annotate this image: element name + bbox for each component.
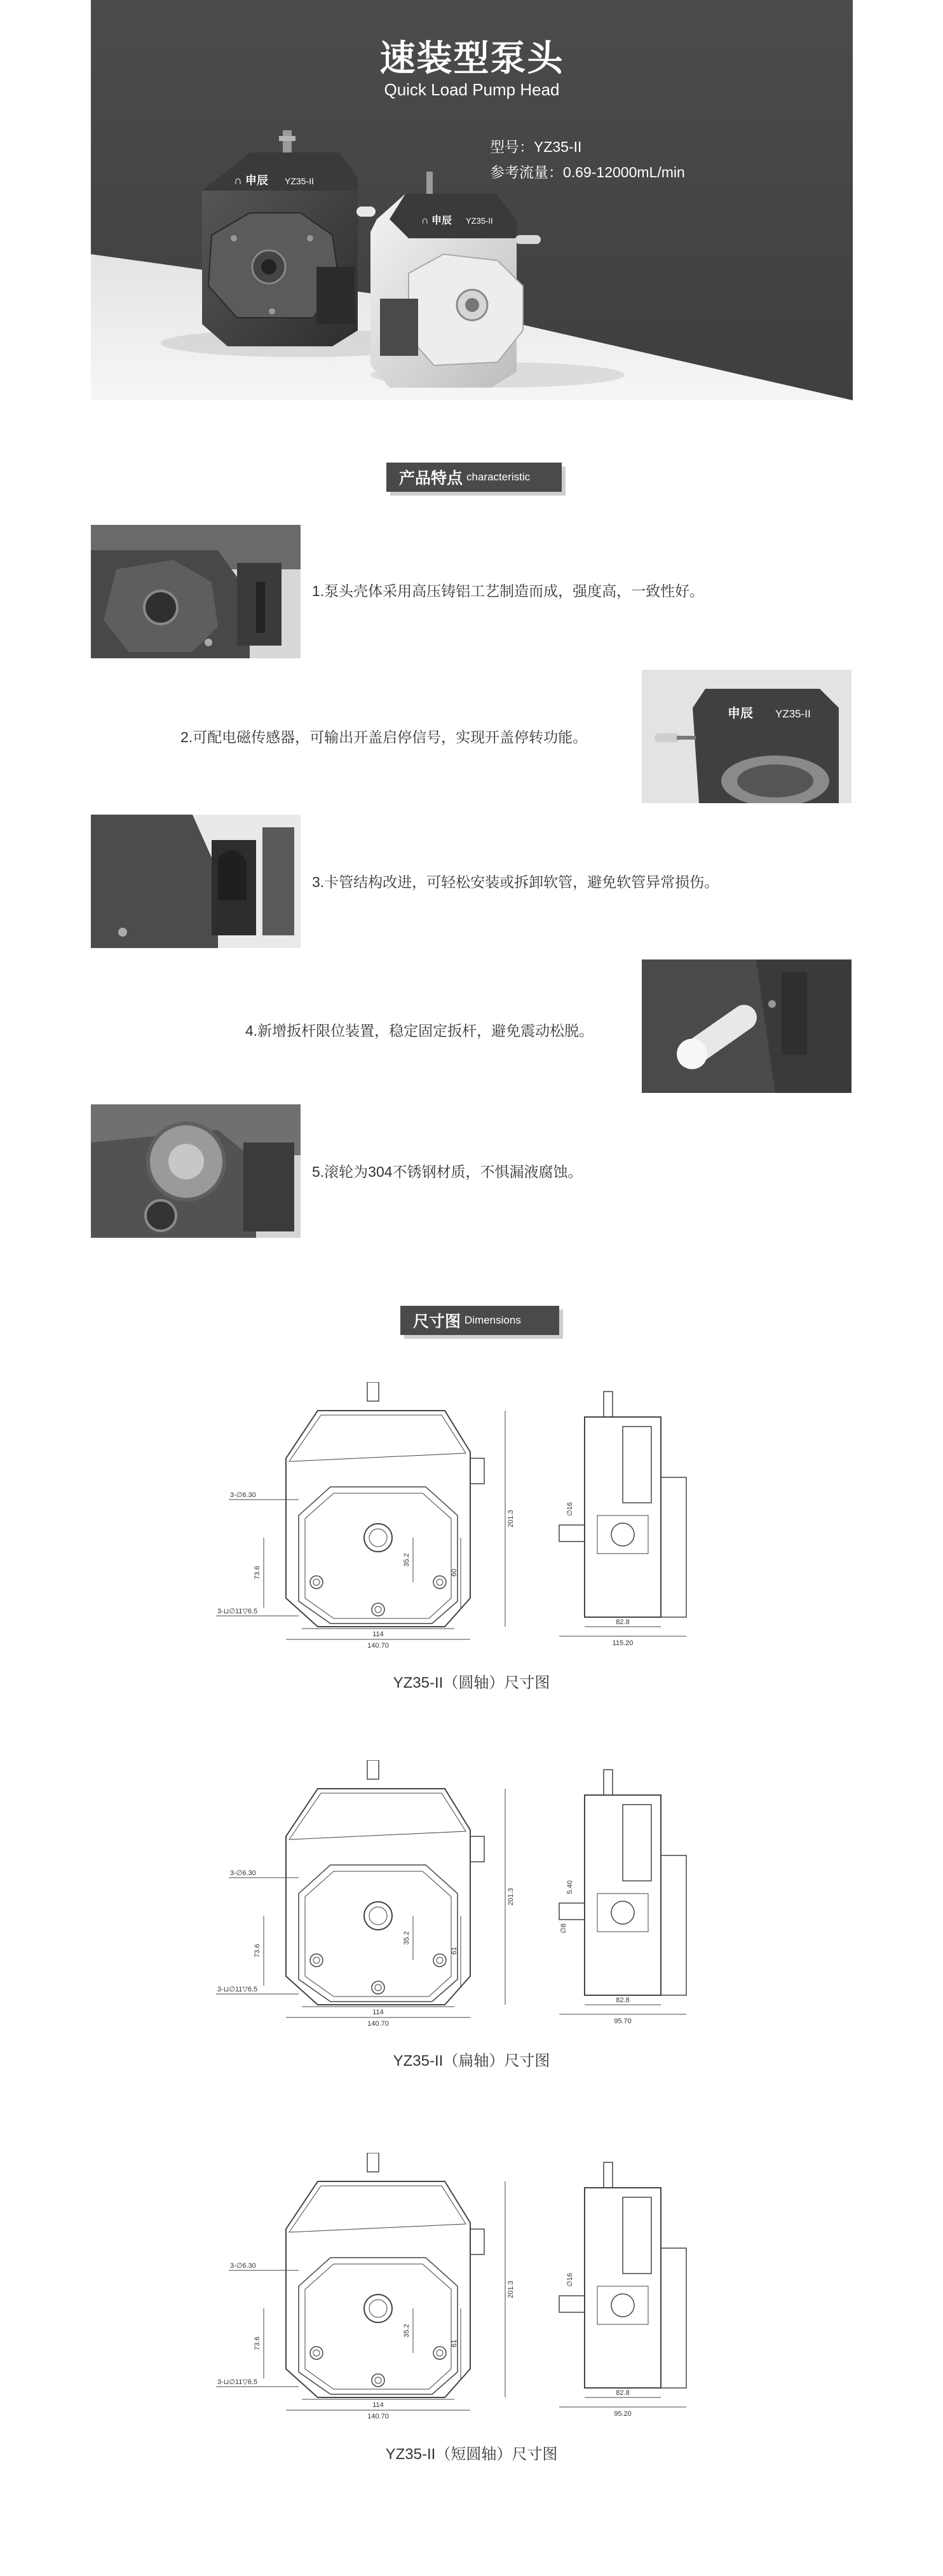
- dimension-drawing-svg: [203, 1760, 750, 2027]
- front-outline: [286, 1411, 470, 1627]
- dim-depth-total: 95.70: [614, 2017, 632, 2025]
- dim-shaft: 5.40: [566, 1880, 574, 1894]
- dim-width-total: 140.70: [367, 1642, 389, 1649]
- dim-left-height: 73.6: [254, 2336, 261, 2350]
- side-clamp: [661, 2248, 686, 2388]
- dim-width-total: 140.70: [367, 2020, 389, 2027]
- model-spec: 型号：YZ35-II: [490, 139, 582, 155]
- bolt-hole-inner: [375, 1984, 381, 1991]
- feature-2-brand: 申辰: [728, 707, 753, 721]
- dim-width-inner: 114: [372, 1630, 384, 1638]
- bolt-hole: [310, 1576, 323, 1589]
- side-cable: [604, 2162, 613, 2188]
- hero-title: 速装型泵头: [379, 38, 564, 78]
- side-rotor: [597, 2286, 648, 2324]
- feature-3-photo: [91, 815, 301, 948]
- drawing-2-caption: YZ35-II（扁轴）尺寸图: [393, 2052, 550, 2070]
- bolt-hole: [433, 1576, 446, 1589]
- bolt-hole-inner: [313, 2350, 320, 2356]
- side-clamp: [661, 1855, 686, 1995]
- dimensions-title-en: Dimensions: [465, 1314, 521, 1326]
- front-plate-inner: [305, 2264, 451, 2389]
- dimensions-section-badge: [400, 1306, 559, 1335]
- dim-mid-height: 35.2: [403, 1931, 410, 1945]
- dim-depth-inner: 82.8: [616, 2389, 630, 2397]
- bolt-hole: [372, 1981, 384, 1994]
- sensor-cable: [367, 1760, 379, 1779]
- features-title-en: characteristic: [466, 471, 531, 483]
- front-outline: [286, 1789, 470, 2005]
- bolt-hole: [310, 1954, 323, 1967]
- hero-banner: [91, 0, 853, 400]
- dim-height: 201.3: [507, 1510, 515, 1528]
- svg-text:∩ 申辰: ∩ 申辰: [234, 174, 268, 187]
- side-rotor: [597, 1515, 648, 1554]
- side-lever-housing: [623, 1805, 651, 1881]
- rotor-hub: [364, 1524, 392, 1552]
- dim-width-inner: 114: [372, 2401, 384, 2409]
- side-cable: [604, 1770, 613, 1795]
- dimensions-title-cn: 尺寸图: [413, 1313, 461, 1331]
- dim-depth-inner: 82.8: [616, 1618, 630, 1626]
- feature-2-text: 2.可配电磁传感器，可输出开盖启停信号，实现开盖停转功能。: [180, 729, 588, 745]
- dim-height: 201.3: [507, 1888, 515, 1906]
- bolt-hole: [433, 1954, 446, 1967]
- bolt-hole-inner: [437, 1957, 443, 1963]
- front-cover-line: [289, 1415, 466, 1461]
- bolt-hole: [310, 2347, 323, 2359]
- flow-spec: 参考流量：0.69-12000mL/min: [490, 164, 685, 180]
- dim-hole-top: 3-∅6.30: [230, 2262, 256, 2270]
- rotor-hub: [364, 2295, 392, 2322]
- dim-right-height: 61: [451, 1946, 458, 1955]
- dim-right-height: 61: [451, 2339, 458, 2348]
- drawing-flat-shaft: [203, 1760, 750, 2030]
- bolt-hole-inner: [313, 1957, 320, 1963]
- bolt-hole: [372, 1603, 384, 1616]
- features-title-cn: 产品特点: [399, 470, 463, 487]
- feature-1-photo: [91, 525, 301, 658]
- side-lever-housing: [623, 1427, 651, 1503]
- sensor-cable: [367, 1382, 379, 1401]
- shaft: [559, 2296, 585, 2312]
- lever: [470, 1836, 484, 1862]
- front-plate-inner: [305, 1871, 451, 1996]
- dim-mid-height: 35.2: [403, 2324, 410, 2338]
- bolt-hole-inner: [375, 2377, 381, 2383]
- svg-text:∩ 申辰: ∩ 申辰: [421, 215, 452, 226]
- rotor-hub-inner: [369, 1529, 387, 1547]
- rotor-hub-inner: [369, 2300, 387, 2317]
- dim-shaft: ∅16: [566, 1502, 574, 1516]
- side-rotor: [597, 1894, 648, 1932]
- rotor-hub: [364, 1902, 392, 1930]
- feature-2-model: YZ35-II: [775, 708, 811, 720]
- dim-shaft: ∅16: [566, 2273, 574, 2287]
- svg-text:YZ35-II: YZ35-II: [285, 176, 314, 186]
- side-clamp: [661, 1477, 686, 1617]
- dimension-drawing-svg: [203, 2153, 750, 2420]
- drawing-3-caption: YZ35-II（短圆轴）尺寸图: [385, 2446, 558, 2463]
- side-cable: [604, 1392, 613, 1417]
- sensor-cable: [367, 2153, 379, 2172]
- dim-mid-height: 35.2: [403, 1553, 410, 1567]
- hero-subtitle: Quick Load Pump Head: [384, 80, 560, 99]
- side-rotor-circle: [611, 2294, 634, 2317]
- dim-left-height: 73.6: [254, 1566, 261, 1580]
- bolt-hole-inner: [437, 1579, 443, 1585]
- bolt-hole: [433, 2347, 446, 2359]
- lever: [470, 1458, 484, 1484]
- drawing-short-round-shaft: [203, 2153, 750, 2423]
- side-rotor-circle: [611, 1523, 634, 1546]
- rotor-hub-inner: [369, 1907, 387, 1925]
- dim-width-total: 140.70: [367, 2413, 389, 2420]
- bolt-hole: [372, 2374, 384, 2387]
- dim-hole-bottom: 3-⊔∅11▽6.5: [217, 1986, 258, 1993]
- drawing-round-shaft: [203, 1382, 750, 1652]
- feature-4-photo: [642, 959, 851, 1093]
- feature-3-text: 3.卡管结构改进，可轻松安装或拆卸软管，避免软管异常损伤。: [312, 874, 719, 890]
- dim-hole-top: 3-∅6.30: [230, 1869, 256, 1877]
- shaft: [559, 1525, 585, 1542]
- bolt-hole-inner: [437, 2350, 443, 2356]
- drawing-1-caption: YZ35-II（圆轴）尺寸图: [393, 1674, 550, 1691]
- side-rotor-circle: [611, 1901, 634, 1924]
- dim-hole-bottom: 3-⊔∅11▽6.5: [217, 1608, 258, 1615]
- front-cover-line: [289, 2186, 466, 2232]
- dim-depth-total: 95.20: [614, 2410, 632, 2418]
- dim-depth-total: 115.20: [612, 1639, 634, 1647]
- dim-hole-top: 3-∅6.30: [230, 1491, 256, 1499]
- dim-left-height: 73.6: [254, 1944, 261, 1958]
- dim-width-inner: 114: [372, 2009, 384, 2016]
- feature-4-text: 4.新增扳杆限位装置，稳定固定扳杆，避免震动松脱。: [245, 1022, 594, 1039]
- features-section-badge: [386, 463, 562, 492]
- feature-5-photo: [91, 1104, 301, 1238]
- dim-right-height: 60: [451, 1568, 458, 1577]
- bolt-hole-inner: [375, 1606, 381, 1613]
- front-plate-inner: [305, 1493, 451, 1618]
- front-cover-line: [289, 1793, 466, 1840]
- dim-hole-bottom: 3-⊔∅11▽6.5: [217, 2378, 258, 2386]
- feature-1-text: 1.泵头壳体采用高压铸铝工艺制造而成，强度高，一致性好。: [312, 583, 705, 599]
- dimension-drawing-svg: [203, 1382, 750, 1649]
- shaft: [559, 1903, 585, 1920]
- lever: [470, 2229, 484, 2254]
- dim-depth-inner: 82.8: [616, 1996, 630, 2004]
- front-outline: [286, 2181, 470, 2397]
- bolt-hole-inner: [313, 1579, 320, 1585]
- svg-text:YZ35-II: YZ35-II: [466, 216, 493, 226]
- feature-5-text: 5.滚轮为304不锈钢材质，不惧漏液腐蚀。: [312, 1163, 583, 1180]
- dim-shaft-2: ∅8: [560, 1923, 567, 1934]
- side-lever-housing: [623, 2197, 651, 2274]
- dim-height: 201.3: [507, 2281, 515, 2298]
- feature-2-photo: [642, 670, 851, 803]
